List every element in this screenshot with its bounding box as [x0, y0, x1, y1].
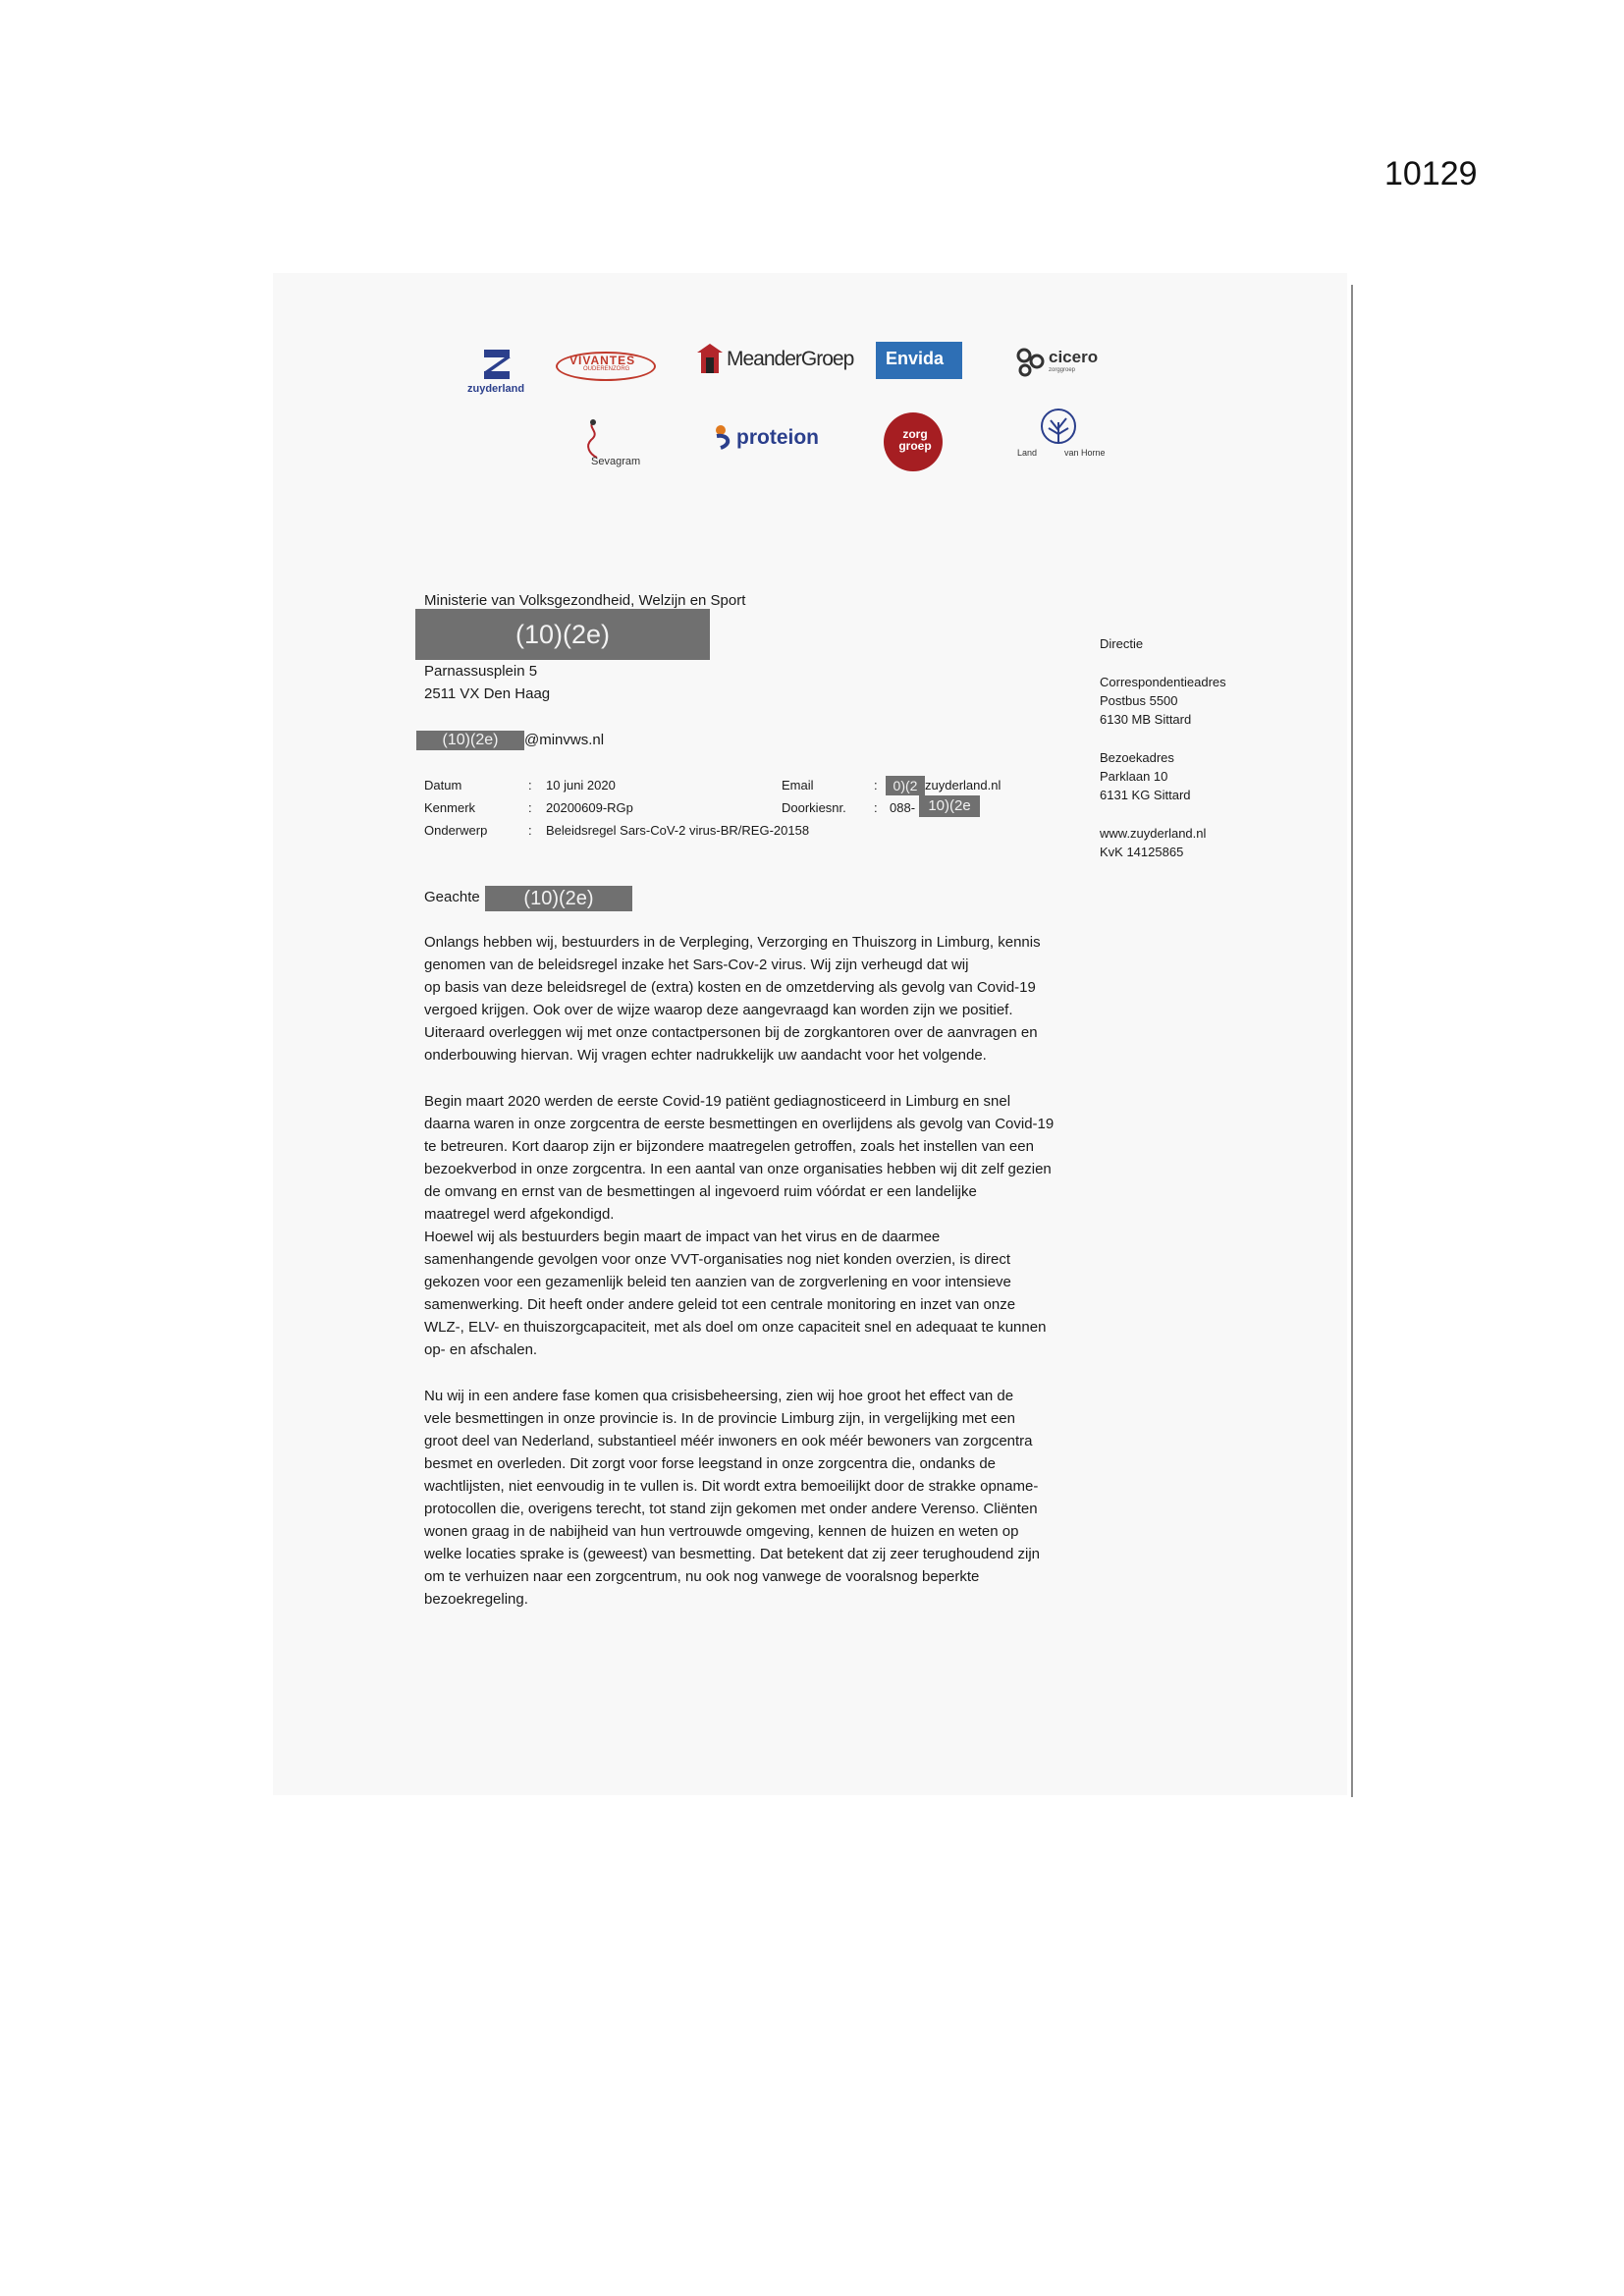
redacted-addressee-name: (10)(2e): [415, 609, 710, 660]
zuyderland-mark-icon: [481, 350, 514, 379]
doorkiesnr-label: Doorkiesnr.: [782, 800, 846, 815]
text-line: Uiteraard overleggen wij met onze contactpersonen bij de zorgkantoren over de aanvragen en: [424, 1024, 1038, 1041]
redacted-phone-number: 10)(2e: [919, 795, 980, 817]
email-label: Email: [782, 778, 814, 793]
website: www.zuyderland.nl: [1100, 826, 1207, 841]
redacted-email-user: 0)(2: [886, 776, 925, 795]
text-line: om te verhuizen naar een zorgcentrum, nu ook nog vanwege de vooralsnog beperkte: [424, 1568, 980, 1585]
sender-sidebar: [1100, 634, 1335, 861]
text-line: gekozen voor een gezamenlijk beleid ten aanzien van de zorgverlening en voor intensieve: [424, 1274, 1011, 1290]
redacted-salutation-name: (10)(2e): [485, 886, 632, 911]
email-domain: zuyderland.nl: [925, 778, 1001, 793]
text-line: Hoewel wij als bestuurders begin maart de impact van het virus en de daarmee: [424, 1229, 941, 1245]
page-number: 10129: [1384, 155, 1478, 192]
doorkiesnr-prefix: 088-: [890, 800, 916, 815]
text-line: maatregel werd afgekondigd.: [424, 1206, 615, 1223]
salutation: Geachte: [424, 889, 480, 905]
sevagram-logo: Sevagram: [579, 418, 658, 467]
text-line: groot deel van Nederland, substantieel méér inwoners en ook méér bewoners van zorgcentra: [424, 1433, 1033, 1449]
text-line: op basis van deze beleidsregel de (extra) kosten en de omzetderving als gevolg van Covid-19: [424, 979, 1036, 996]
meandergroep-logo: MeanderGroep: [697, 344, 844, 377]
text-line: Begin maart 2020 werden de eerste Covid-19 patiënt gediagnosticeerd in Limburg en snel: [424, 1093, 1011, 1110]
datum-colon: :: [528, 778, 532, 793]
kenmerk-value: 20200609-RGp: [546, 800, 633, 815]
visit-address-label: Bezoekadres: [1100, 750, 1174, 765]
kvk-number: KvK 14125865: [1100, 845, 1184, 859]
text-line: samenwerking. Dit heeft onder andere geleid tot een centrale monitoring en inzet van onze: [424, 1296, 1016, 1313]
cicero-mark-icon: [1015, 348, 1047, 377]
addressee-ministry: Ministerie van Volksgezondheid, Welzijn en Sport: [424, 592, 746, 609]
land-van-horne-logo: Land van Horne: [1017, 409, 1125, 467]
text-line: WLZ-, ELV- en thuiszorgcapaciteit, met als doel om onze capaciteit snel en adequaat te kunnen: [424, 1319, 1047, 1336]
email-colon: :: [874, 778, 878, 793]
text-line: protocollen die, overigens terecht, tot stand zijn gekomen met onder andere Verenso. Cliënten: [424, 1501, 1038, 1517]
text-line: vele besmettingen in onze provincie is. In de provincie Limburg zijn, in vergelijking met een: [424, 1410, 1015, 1427]
body-paragraph-1: [424, 931, 1141, 1066]
text-line: bezoekverbod in onze zorgcentra. In een aantal van onze organisaties hebben wij dit zelf gezien: [424, 1161, 1052, 1177]
text-line: daarna waren in onze zorgcentra de eerste besmettingen en overlijdens als gevolg van Covid-19: [424, 1116, 1055, 1132]
vivantes-logo: VIVANTES OUDERENZORG: [556, 352, 654, 377]
text-line: op- en afschalen.: [424, 1341, 538, 1358]
text-line: de omvang en ernst van de besmettingen al ingevoerd ruim vóórdat er een landelijke: [424, 1183, 977, 1200]
postbus-city: 6130 MB Sittard: [1100, 712, 1192, 727]
correspondence-label: Correspondentieadres: [1100, 675, 1226, 689]
text-line: samenhangende gevolgen voor onze VVT-organisaties nog niet konden overzien, is direct: [424, 1251, 1011, 1268]
datum-value: 10 juni 2020: [546, 778, 616, 793]
cicero-logo: cicero zorggroep: [1015, 348, 1113, 381]
text-line: besmet en overleden. Dit zorgt voor forse leegstand in onze zorgcentra die, ondanks de: [424, 1455, 997, 1472]
text-line: vergoed krijgen. Ook over de wijze waarop deze aangevraagd kan worden zijn we positief.: [424, 1002, 1013, 1018]
proteion-mark-icon: [713, 424, 734, 450]
zuyderland-logo: zuyderland: [467, 350, 546, 399]
onderwerp-value: Beleidsregel Sars-CoV-2 virus-BR/REG-20158: [546, 823, 810, 838]
visit-city: 6131 KG Sittard: [1100, 788, 1191, 802]
kenmerk-colon: :: [528, 800, 532, 815]
kenmerk-label: Kenmerk: [424, 800, 476, 815]
onderwerp-label: Onderwerp: [424, 823, 488, 838]
body-paragraph-3: [424, 1385, 1141, 1611]
house-icon: [697, 344, 723, 373]
doorkiesnr-colon: :: [874, 800, 878, 815]
zorggroep-logo: zorg groep: [882, 410, 947, 475]
visit-street: Parklaan 10: [1100, 769, 1168, 784]
text-line: Onlangs hebben wij, bestuurders in de Verpleging, Verzorging en Thuiszorg in Limburg, kennis: [424, 934, 1041, 951]
text-line: wonen graag in de nabijheid van hun vertrouwde omgeving, kennen de huizen en weten op: [424, 1523, 1019, 1540]
proteion-logo: proteion: [713, 424, 840, 458]
directie-label: Directie: [1100, 636, 1144, 651]
address-email-domain: @minvws.nl: [524, 732, 605, 748]
address-city: 2511 VX Den Haag: [424, 685, 551, 702]
text-line: welke locaties sprake is (geweest) van besmetting. Dat betekent dat zij zeer terughoudend zijn: [424, 1546, 1041, 1562]
text-line: onderbouwing hiervan. Wij vragen echter nadrukkelijk uw aandacht voor het volgende.: [424, 1047, 987, 1064]
address-street: Parnassusplein 5: [424, 663, 538, 680]
onderwerp-colon: :: [528, 823, 532, 838]
redacted-email-name: (10)(2e): [416, 731, 524, 750]
text-line: bezoekregeling.: [424, 1591, 528, 1608]
text-line: te betreuren. Kort daarop zijn er bijzondere maatregelen getroffen, zoals het instellen van een: [424, 1138, 1034, 1155]
text-line: genomen van de beleidsregel inzake het Sars-Cov-2 virus. Wij zijn verheugd dat wij: [424, 957, 969, 973]
text-line: Nu wij in een andere fase komen qua crisisbeheersing, zien wij hoe groot het effect van de: [424, 1388, 1014, 1404]
body-paragraph-2: [424, 1090, 1141, 1361]
text-line: wachtlijsten, niet eenvoudig in te vullen is. Dit wordt extra bemoeilijkt door de strakke opname-: [424, 1478, 1039, 1495]
datum-label: Datum: [424, 778, 462, 793]
postbus: Postbus 5500: [1100, 693, 1178, 708]
tree-icon: [1039, 409, 1078, 452]
logo-strip: [461, 336, 1129, 483]
envida-logo: Envida: [876, 342, 962, 379]
scan-edge: [1351, 285, 1353, 1797]
